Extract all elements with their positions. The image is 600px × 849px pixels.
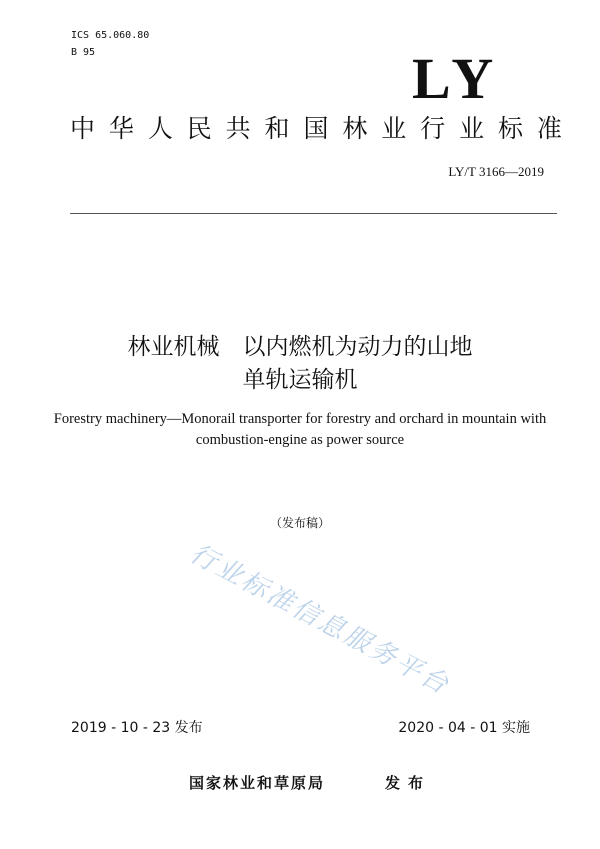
org-char: 业 [381, 114, 407, 143]
org-char: 共 [225, 114, 251, 143]
watermark: 行业标准信息服务平台 [184, 538, 456, 702]
title-en-line2: combustion-engine as power source [195, 432, 405, 448]
org-char: 业 [459, 114, 485, 143]
org-char: 和 [264, 114, 290, 143]
divider [70, 213, 557, 214]
org-char: 林 [342, 114, 368, 143]
org-char: 华 [108, 114, 134, 143]
issue-date: 2019 - 10 - 23 发布 [71, 720, 203, 736]
org-char: 人 [147, 114, 173, 143]
title-cn-line2: 单轨运输机 [242, 367, 358, 393]
standard-number: LY/T 3166—2019 [448, 164, 544, 179]
ly-logo: LY [412, 46, 500, 111]
org-char: 标 [497, 114, 523, 143]
ics-code: ICS 65.060.80 [71, 30, 150, 41]
org-char: 中 [70, 114, 96, 143]
org-char: 民 [186, 114, 212, 143]
standard-org-title [70, 116, 562, 141]
implementation-date: 2020 - 04 - 01 实施 [398, 720, 530, 736]
title-en-line1: Forestry machinery—Monorail transporter for forestry and orchard in mountain with [53, 411, 547, 427]
draft-label: （发布稿） [269, 516, 330, 530]
publisher: 国家林业和草原局 [189, 774, 326, 792]
ccs-code: B 95 [71, 47, 96, 58]
org-char: 国 [303, 114, 329, 143]
title-cn-line1: 林业机械 以内燃机为动力的山地 [127, 334, 473, 360]
org-char: 准 [536, 114, 562, 143]
publish-label: 发布 [385, 774, 432, 792]
org-char: 行 [420, 114, 446, 143]
